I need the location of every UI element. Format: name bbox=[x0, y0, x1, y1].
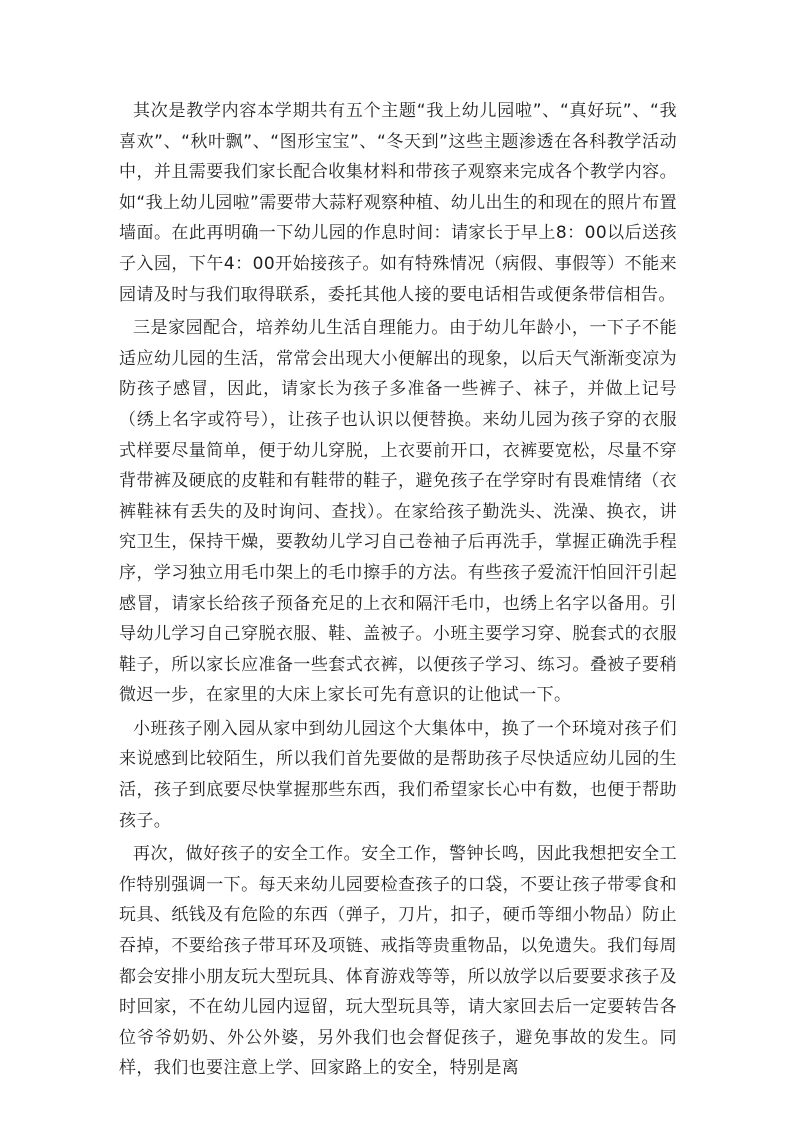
paragraph-adaptation: 小班孩子刚入园从家中到幼儿园这个大集体中，换了一个环境对孩子们来说感到比较陌生，所以我们首先要做的是帮助孩子尽快适应幼儿园的生活，孩子到底要尽快掌握那些东西，我们希望家长心中有数，也便于帮助孩子。 bbox=[119, 718, 677, 831]
paragraph-teaching-content: 其次是教学内容本学期共有五个主题“我上幼儿园啦”、“真好玩”、“我喜欢”、“秋叶飘”、“图形宝宝”、“冬天到”这些主题渗透在各科教学活动中，并且需要我们家长配合收集材料和带孩子观察来完成各个教学内容。如“我上幼儿园啦”需要带大蒜籽观察种植、幼儿出生的和现在的照片布置墙面。在此再明确一下幼儿园的作息时间：请家长于早上8：00以后送孩子入园，下午4：00开始接孩子。如有特殊情况（病假、事假等）不能来园请及时与我们取得联系，委托其他人接的要电话相告或便条带信相告。 bbox=[119, 101, 677, 305]
document-body bbox=[119, 96, 677, 1087]
paragraph-home-cooperation: 三是家园配合，培养幼儿生活自理能力。由于幼儿年龄小，一下子不能适应幼儿园的生活，常常会出现大小便解出的现象，以后天气渐渐变凉为防孩子感冒，因此，请家长为孩子多准备一些裤子、袜子，并做上记号（绣上名字或符号），让孩子也认识以便替换。来幼儿园为孩子穿的衣服式样要尽量简单，便于幼儿穿脱，上衣要前开口，衣裤要宽松，尽量不穿背带裤及硬底的皮鞋和有鞋带的鞋子，避免孩子在学穿时有畏难情绪（衣裤鞋袜有丢失的及时询问、查找）。在家给孩子勤洗头、洗澡、换衣，讲究卫生，保持干燥，要教幼儿学习自己卷袖子后再洗手，掌握正确洗手程序，学习独立用毛巾架上的毛巾擦手的方法。有些孩子爱流汗怕回汗引起感冒，请家长给孩子预备充足的上衣和隔汗毛巾，也绣上名字以备用。引导幼儿学习自己穿脱衣服、鞋、盖被子。小班主要学习穿、脱套式的衣服鞋子，所以家长应准备一些套式衣裤，以便孩子学习、练习。叠被子要稍微迟一步，在家里的大床上家长可先有意识的让他试一下。 bbox=[119, 318, 677, 706]
paragraph-safety: 再次，做好孩子的安全工作。安全工作，警钟长鸣，因此我想把安全工作特别强调一下。每天来幼儿园要检查孩子的口袋，不要让孩子带零食和玩具、纸钱及有危险的东西（弹子，刀片，扣子，硬币等细小物品）防止吞掉，不要给孩子带耳环及项链、戒指等贵重物品，以免遗失。我们每周都会安排小朋友玩大型玩具、体育游戏等等，所以放学以后要要求孩子及时回家，不在幼儿园内逗留，玩大型玩具等，请大家回去后一定要转告各位爷爷奶奶、外公外婆，另外我们也会督促孩子，避免事故的发生。同样，我们也要注意上学、回家路上的安全，特别是离 bbox=[119, 844, 677, 1079]
